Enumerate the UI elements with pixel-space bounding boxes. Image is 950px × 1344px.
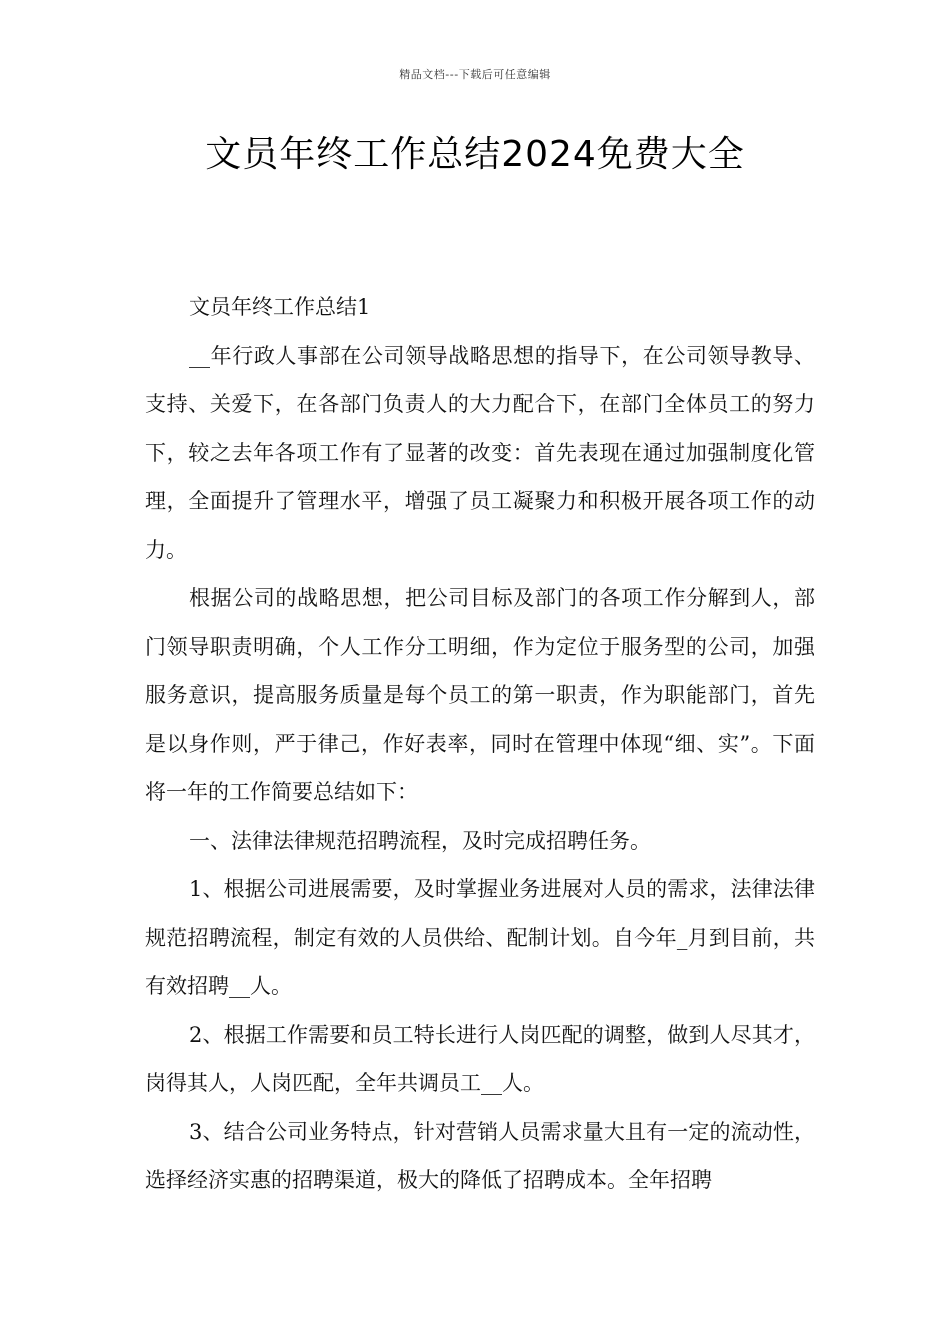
paragraph-intro: __年行政人事部在公司领导战略思想的指导下，在公司领导教导、支持、关爱下，在各部门负责人的大力配合下，在部门全体员工的努力下，较之去年各项工作有了显著的改变：首先表现在通过加强制度化管理，全面提升了管理水平，增强了员工凝聚力和积极开展各项工作的动力。 [145, 343, 815, 562]
page-header-note: 精品文档---下载后可任意编辑 [399, 68, 551, 81]
document-body [145, 283, 815, 1205]
document-title: 文员年终工作总结2024免费大全 [205, 134, 745, 175]
subheading-recruitment: 一、法律法律规范招聘流程，及时完成招聘任务。 [189, 828, 651, 853]
paragraph-strategy: 根据公司的战略思想，把公司目标及部门的各项工作分解到人，部门领导职责明确，个人工作分工明细，作为定位于服务型的公司，加强服务意识，提高服务质量是每个员工的第一职责，作为职能部门，首先是以身作则，严于律己，作好表率，同时在管理中体现“细、实”。下面将一年的工作简要总结如下： [145, 586, 815, 804]
paragraph-item-1: 1、根据公司进展需要，及时掌握业务进展对人员的需求，法律法律规范招聘流程，制定有效的人员供给、配制计划。自今年_月到目前，共有效招聘__人。 [145, 877, 815, 998]
paragraph-item-2: 2、根据工作需要和员工特长进行人岗匹配的调整，做到人尽其才，岗得其人，人岗匹配，全年共调员工__人。 [145, 1022, 815, 1095]
paragraph-item-3: 3、结合公司业务特点，针对营销人员需求量大且有一定的流动性，选择经济实惠的招聘渠道，极大的降低了招聘成本。全年招聘 [145, 1119, 815, 1192]
section-heading: 文员年终工作总结1 [189, 295, 371, 319]
